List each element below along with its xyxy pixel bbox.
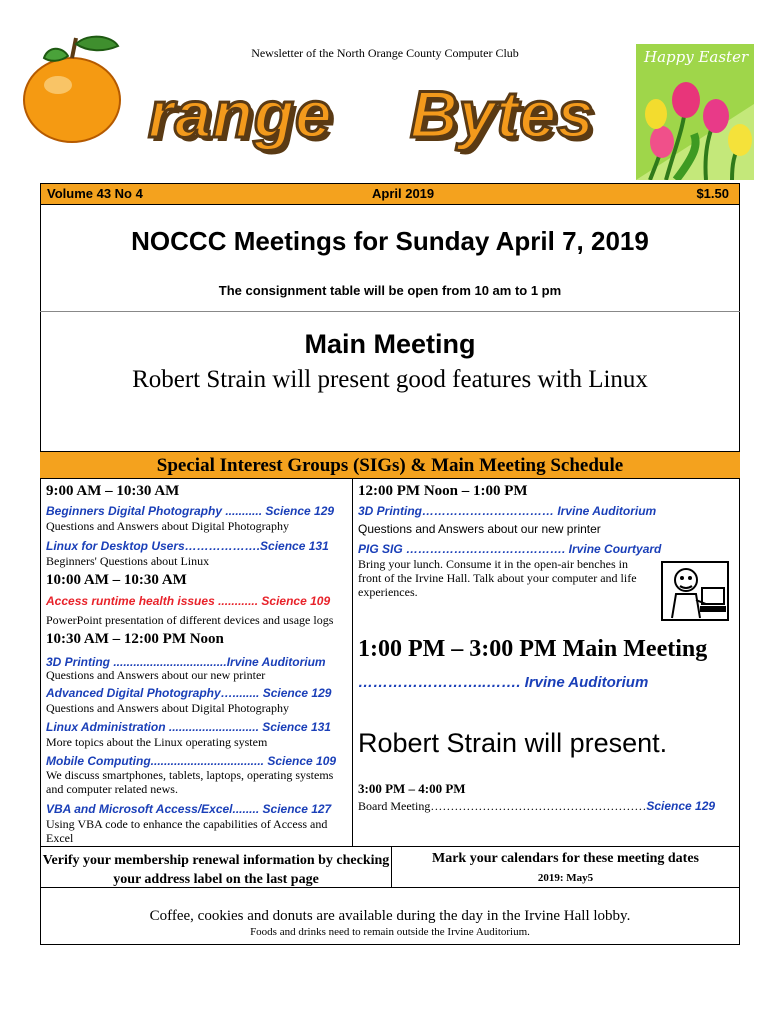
sig-description: Questions and Answers about Digital Photography	[46, 701, 289, 715]
sig-schedule-heading: Special Interest Groups (SIGs) & Main Meeting Schedule	[40, 451, 740, 479]
easter-text: Happy Easter	[644, 48, 749, 66]
newsletter-tagline: Newsletter of the North Orange County Computer Club	[251, 46, 519, 60]
sig-title: Access runtime health issues ............ Science 109	[46, 594, 331, 608]
calendar-dates: 2019: May5	[537, 872, 594, 884]
easter-image	[636, 44, 754, 180]
sig-title: VBA and Microsoft Access/Excel........ Science 127	[46, 802, 332, 816]
price-label: $1.50	[696, 186, 729, 201]
meetings-subtitle: The consignment table will be open from 10 am to 1 pm	[218, 283, 562, 298]
sig-title: Advanced Digital Photography…........ Science 129	[46, 686, 332, 700]
main-meeting-description: Robert Strain will present good features with Linux	[132, 366, 648, 393]
sig-title: Mobile Computing.................................. Science 109	[46, 754, 337, 768]
sig-description: Questions and Answers about our new printer	[46, 668, 266, 682]
issue-date: April 2019	[372, 186, 435, 201]
board-meeting-label: Board Meeting………………………………………………	[358, 799, 647, 813]
board-meeting	[358, 799, 715, 813]
refreshments-note: Coffee, cookies and donuts are available during the day in the Irvine Hall lobby.	[149, 908, 631, 924]
slot-time: 12:00 PM Noon – 1:00 PM	[358, 483, 528, 499]
main-meeting-heading: Main Meeting	[304, 329, 476, 359]
sig-description: Bring your lunch. Consume it in the open-air benches in front of the Irvine Hall. Talk about your computer and life experiences.	[358, 557, 637, 599]
sig-title: 3D Printing…………………………… Irvine Auditorium	[358, 504, 657, 518]
volume-label: Volume 43 No 4	[47, 186, 143, 201]
title-word-range: range	[148, 77, 333, 151]
mascot-at-computer-icon	[660, 560, 730, 622]
membership-renewal-note: Verify your membership renewal information by checking your address label on the last page	[40, 846, 392, 888]
calendar-box	[392, 846, 740, 888]
orange-logo-icon	[14, 30, 138, 150]
board-time: 3:00 PM – 4:00 PM	[358, 781, 466, 796]
presenter-text: Robert Strain will present.	[358, 728, 668, 758]
sig-title: PIG SIG …………………………………. Irvine Courtyard	[358, 542, 662, 556]
meetings-title: NOCCC Meetings for Sunday April 7, 2019	[131, 226, 649, 256]
sig-description: Questions and Answers about our new printer	[358, 522, 601, 536]
sig-title: Linux Administration ........................... Science 131	[46, 720, 331, 734]
slot-time: 10:00 AM – 10:30 AM	[46, 572, 187, 588]
footer-box	[40, 888, 740, 945]
title-word-bytes: Bytes	[410, 77, 595, 151]
sig-description: More topics about the Linux operating system	[46, 735, 268, 749]
main-meeting-time: 1:00 PM – 3:00 PM Main Meeting	[358, 636, 708, 662]
sig-description: PowerPoint presentation of different devices and usage logs	[46, 613, 334, 627]
sig-description: We discuss smartphones, tablets, laptops, operating systems and computer related news.	[46, 768, 334, 796]
masthead-bar	[40, 183, 740, 205]
slot-time: 9:00 AM – 10:30 AM	[46, 483, 180, 499]
calendar-title: Mark your calendars for these meeting dates	[432, 851, 699, 866]
sig-description: Questions and Answers about Digital Photography	[46, 519, 289, 533]
sig-description: Beginners' Questions about Linux	[46, 554, 210, 568]
sig-title: Linux for Desktop Users……………….Science 131	[46, 539, 329, 553]
board-meeting-location: Science 129	[646, 799, 716, 813]
slot-time: 10:30 AM – 12:00 PM Noon	[46, 631, 224, 647]
divider	[40, 311, 740, 312]
column-divider	[352, 479, 353, 846]
food-policy-note: Foods and drinks need to remain outside the Irvine Auditorium.	[250, 926, 530, 938]
sig-title: Beginners Digital Photography ........... Science 129	[46, 504, 335, 518]
sig-title: 3D Printing ..................................Irvine Auditorium	[46, 655, 326, 669]
main-meeting-location: ……………………..……. Irvine Auditorium	[358, 674, 649, 691]
sig-description: Using VBA code to enhance the capabilities of Access and Excel	[46, 817, 328, 845]
